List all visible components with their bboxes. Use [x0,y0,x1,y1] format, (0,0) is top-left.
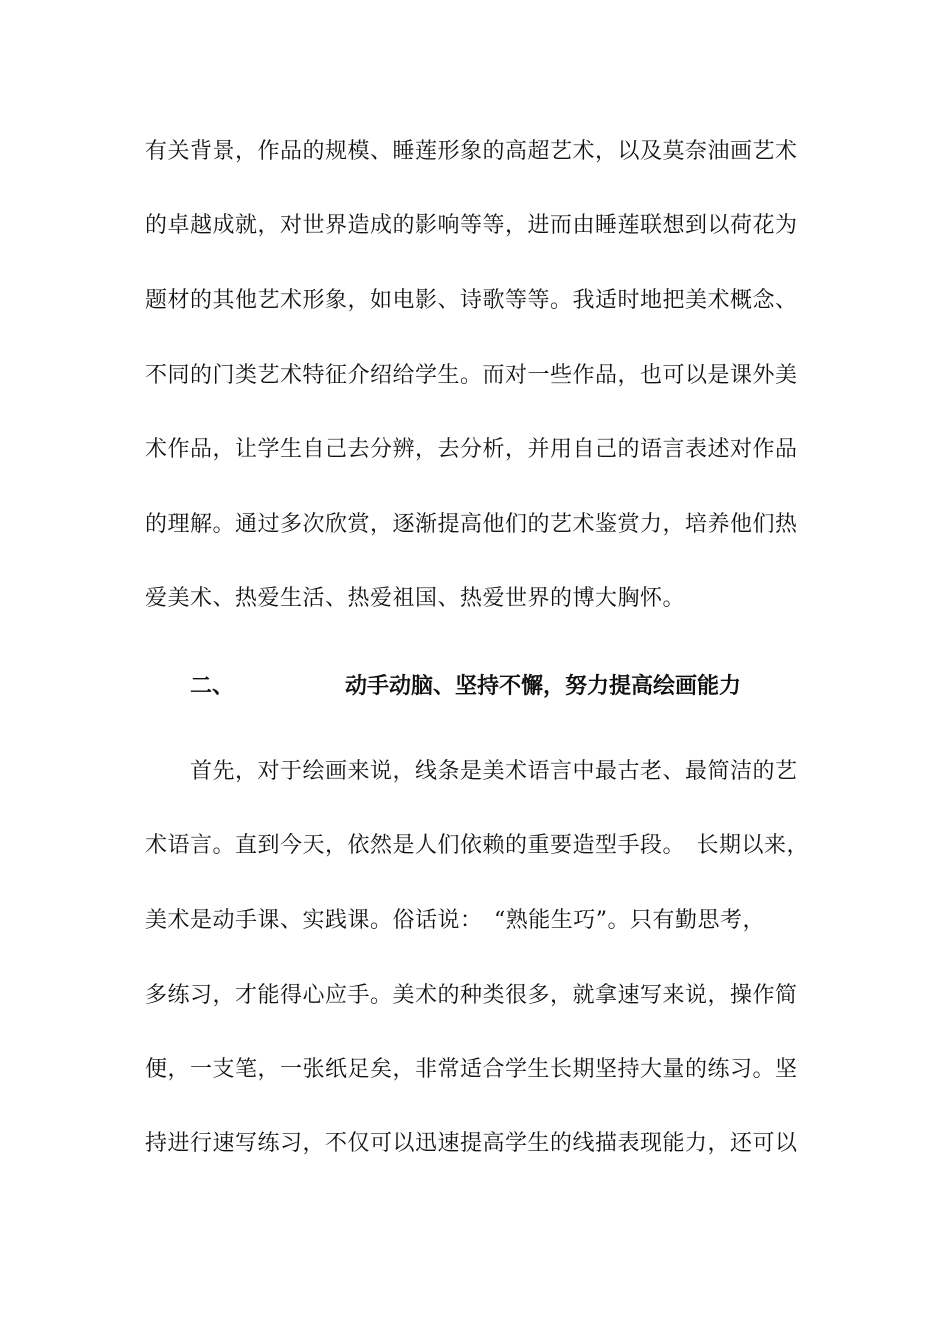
section-title: 动手动脑、坚持不懈，努力提高绘画能力 [345,673,742,699]
paragraph-line: 多练习，才能得心应手。美术的种类很多，就拿速写来说，操作简 [145,983,798,1008]
paragraph-line: 爱美术、热爱生活、热爱祖国、热爱世界的博大胸怀。 [145,586,686,611]
paragraph-line: 的理解。通过多次欣赏，逐渐提高他们的艺术鉴赏力，培养他们热 [145,512,798,537]
paragraph-line: 持进行速写练习，不仅可以迅速提高学生的线描表现能力，还可以 [145,1131,798,1156]
paragraph-line: 术语言。直到今天，依然是人们依赖的重要造型手段。 长期以来， [145,833,810,858]
section-number: 二、 [190,673,235,699]
paragraph-line: 美术是动手课、实践课。俗话说： “熟能生巧”。只有勤思考， [145,908,765,933]
paragraph-line: 术作品，让学生自己去分辨，去分析，并用自己的语言表述对作品 [145,437,798,462]
paragraph-line: 的卓越成就，对世界造成的影响等等，进而由睡莲联想到以荷花为 [145,213,798,238]
paragraph-line: 不同的门类艺术特征介绍给学生。而对一些作品，也可以是课外美 [145,363,798,388]
paragraph-line: 题材的其他艺术形象，如电影、诗歌等等。我适时地把美术概念、 [145,288,798,313]
paragraph-line: 有关背景，作品的规模、睡莲形象的高超艺术，以及莫奈油画艺术 [145,139,798,164]
paragraph-line: 便，一支笔，一张纸足矣，非常适合学生长期坚持大量的练习。坚 [145,1057,798,1082]
paragraph-line: 首先，对于绘画来说，线条是美术语言中最古老、最简洁的艺 [145,759,798,784]
